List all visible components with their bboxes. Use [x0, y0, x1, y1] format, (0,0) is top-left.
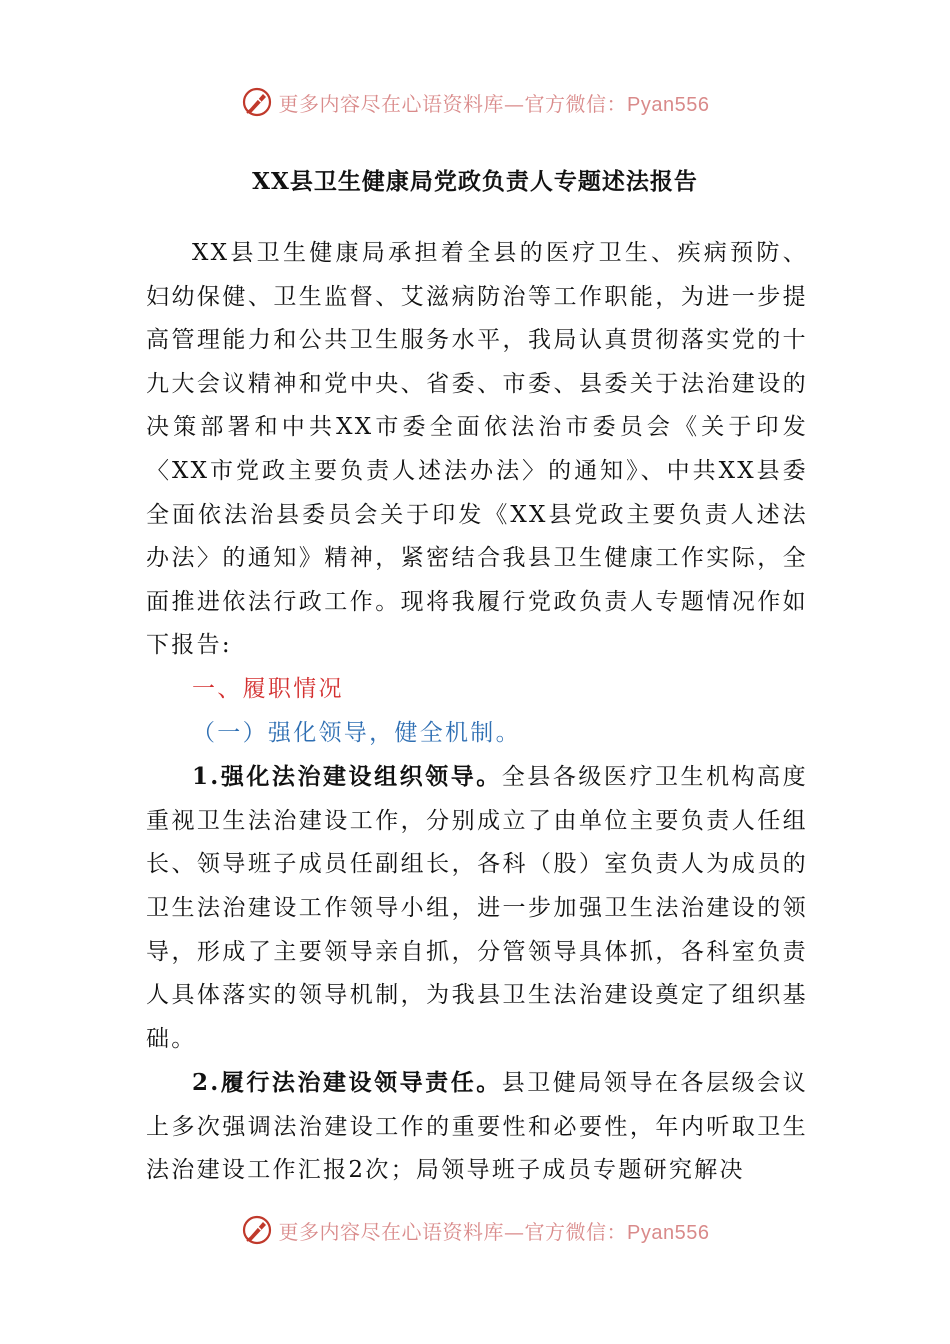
item-1-lead: 1.强化法治建设组织领导。 [192, 763, 502, 791]
document-body [146, 232, 808, 1193]
item-1-body: 全县各级医疗卫生机构高度重视卫生法治建设工作，分别成立了由单位主要负责人任组长、领导班子成员任副组长，各科（股）室负责人为成员的卫生法治建设工作领导小组，进一步加强卫生法治建设的领导，形成了主要领导亲自抓，分管领导具体抓，各科室负责人具体落实的领导机制，为我县卫生法治建设奠定了组织基础。 [146, 764, 808, 1052]
quill-pen-icon [241, 1214, 273, 1246]
banner-text: 更多内容尽在心语资料库—官方微信：Pyan556 [278, 91, 710, 116]
item-2-lead: 2.履行法治建设领导责任。 [192, 1069, 502, 1097]
item-1-paragraph [146, 755, 808, 1061]
subsection-heading: （一）强化领导，健全机制。 [192, 719, 521, 746]
quill-pen-icon [241, 86, 273, 118]
header-banner [0, 82, 950, 122]
footer-banner [0, 1210, 950, 1250]
item-2-body: 县卫健局领导在各层级会议上多次强调法治建设工作的重要性和必要性，年内听取卫生法治建设工作汇报2次；局领导班子成员专题研究解决 [146, 1070, 808, 1184]
section-heading: 一、履职情况 [192, 675, 344, 702]
document-title: XX县卫生健康局党政负责人专题述法报告 [252, 168, 698, 195]
item-2-paragraph [146, 1061, 808, 1193]
banner-text: 更多内容尽在心语资料库—官方微信：Pyan556 [278, 1219, 710, 1244]
intro-paragraph: XX县卫生健康局承担着全县的医疗卫生、疾病预防、妇幼保健、卫生监督、艾滋病防治等工作职能，为进一步提高管理能力和公共卫生服务水平，我局认真贯彻落实党的十九大会议精神和党中央、省委、市委、县委关于法治建设的决策部署和中共XX市委全面依法治市委员会《关于印发〈XX市党政主要负责人述法办法〉的通知》、中共XX县委全面依法治县委员会关于印发《XX县党政主要负责人述法办法〉的通知》精神，紧密结合我县卫生健康工作实际，全面推进依法行政工作。现将我履行党政负责人专题情况作如下报告: [146, 240, 808, 659]
